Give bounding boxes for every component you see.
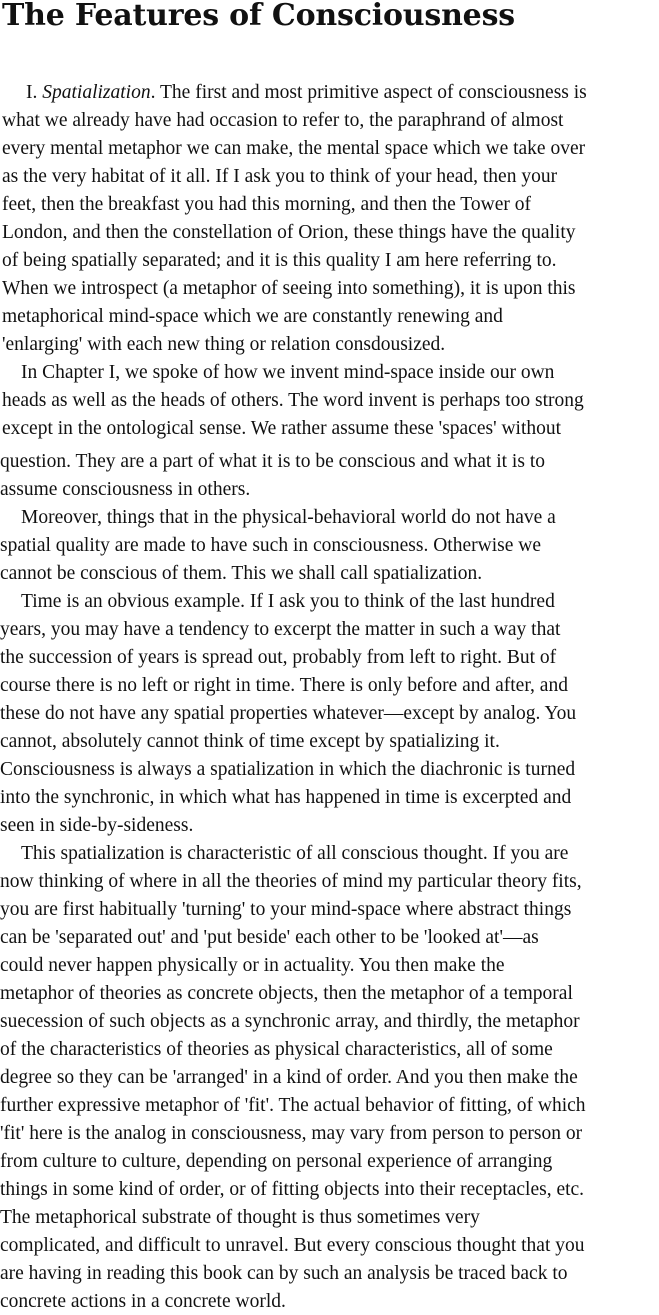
text-line: cannot, absolutely cannot think of time except by spatializing it. bbox=[0, 731, 500, 752]
text-line: heads as well as the heads of others. The word invent is perhaps too strong bbox=[2, 390, 584, 411]
text-line: question. They are a part of what it is to be conscious and what it is to bbox=[0, 451, 545, 472]
text-line: these do not have any spatial properties whatever—except by analog. You bbox=[0, 703, 577, 724]
text-line: can be 'separated out' and 'put beside' each other to be 'looked at'—as bbox=[0, 927, 539, 948]
section-number: I. bbox=[26, 82, 43, 103]
text-line: 'enlarging' with each new thing or relation consdousized. bbox=[2, 334, 446, 355]
text-line: spatial quality are made to have such in consciousness. Otherwise we bbox=[0, 535, 541, 556]
section-term: Spatialization bbox=[42, 82, 151, 103]
text-line: cannot be conscious of them. This we shall call spatialization. bbox=[0, 563, 483, 584]
text-line: except in the ontological sense. We rather assume these 'spaces' without bbox=[2, 418, 562, 439]
text-line: 'fit' here is the analog in consciousness, may vary from person to person or bbox=[0, 1123, 583, 1144]
text-line: you are first habitually 'turning' to your mind-space where abstract things bbox=[0, 899, 572, 920]
text-line: Moreover, things that in the physical-behavioral world do not have a bbox=[21, 507, 556, 528]
text-line: of being spatially separated; and it is this quality I am here referring to. bbox=[2, 250, 557, 271]
text-line: seen in side-by-sideness. bbox=[0, 815, 194, 836]
text-line: suecession of such objects as a synchronic array, and thirdly, the metaphor bbox=[0, 1011, 580, 1032]
text-line: could never happen physically or in actuality. You then make the bbox=[0, 955, 505, 976]
text-line: things in some kind of order, or of fitting objects into their receptacles, etc. bbox=[0, 1179, 585, 1200]
text-line: degree so they can be 'arranged' in a kind of order. And you then make the bbox=[0, 1067, 578, 1088]
text-line: feet, then the breakfast you had this morning, and then the Tower of bbox=[2, 194, 531, 215]
text-line: concrete actions in a concrete world. bbox=[0, 1291, 286, 1312]
text-line: the succession of years is spread out, probably from left to right. But of bbox=[0, 647, 557, 668]
text-line: now thinking of where in all the theories of mind my particular theory fits, bbox=[0, 871, 582, 892]
text-line: of the characteristics of theories as physical characteristics, all of some bbox=[0, 1039, 553, 1060]
text-line: as the very habitat of it all. If I ask you to think of your head, then your bbox=[2, 166, 558, 187]
text-line: years, you may have a tendency to excerpt the matter in such a way that bbox=[0, 619, 561, 640]
text-line: The metaphorical substrate of thought is thus sometimes very bbox=[0, 1207, 480, 1228]
text-line: When we introspect (a metaphor of seeing into something), it is upon this bbox=[2, 278, 576, 299]
text-line: what we already have had occasion to refer to, the paraphrand of almost bbox=[2, 110, 564, 131]
text-line: Consciousness is always a spatialization in which the diachronic is turned bbox=[0, 759, 576, 780]
text-line: from culture to culture, depending on personal experience of arranging bbox=[0, 1151, 553, 1172]
text-line: into the synchronic, in which what has happened in time is excerpted and bbox=[0, 787, 572, 808]
text-line: complicated, and difficult to unravel. But every conscious thought that you bbox=[0, 1235, 585, 1256]
text-line: every mental metaphor we can make, the mental space which we take over bbox=[2, 138, 586, 159]
text-line: metaphorical mind-space which we are constantly renewing and bbox=[2, 306, 503, 327]
text-line bbox=[26, 80, 587, 106]
text-line: course there is no left or right in time. There is only before and after, and bbox=[0, 675, 568, 696]
page-title: The Features of Consciousness bbox=[2, 0, 515, 33]
text-line: further expressive metaphor of 'fit'. The actual behavior of fitting, of which bbox=[0, 1095, 586, 1116]
text-line: This spatialization is characteristic of all conscious thought. If you are bbox=[21, 843, 569, 864]
text-line: Time is an obvious example. If I ask you to think of the last hundred bbox=[21, 591, 555, 612]
text-line: metaphor of theories as concrete objects, then the metaphor of a temporal bbox=[0, 983, 573, 1004]
text-line: assume consciousness in others. bbox=[0, 479, 251, 500]
text-line: are having in reading this book can by such an analysis be traced back to bbox=[0, 1263, 568, 1284]
text-line: In Chapter I, we spoke of how we invent mind-space inside our own bbox=[21, 362, 555, 383]
text-line: London, and then the constellation of Orion, these things have the quality bbox=[2, 222, 576, 243]
text-line-rest: . The first and most primitive aspect of consciousness is bbox=[150, 82, 587, 103]
